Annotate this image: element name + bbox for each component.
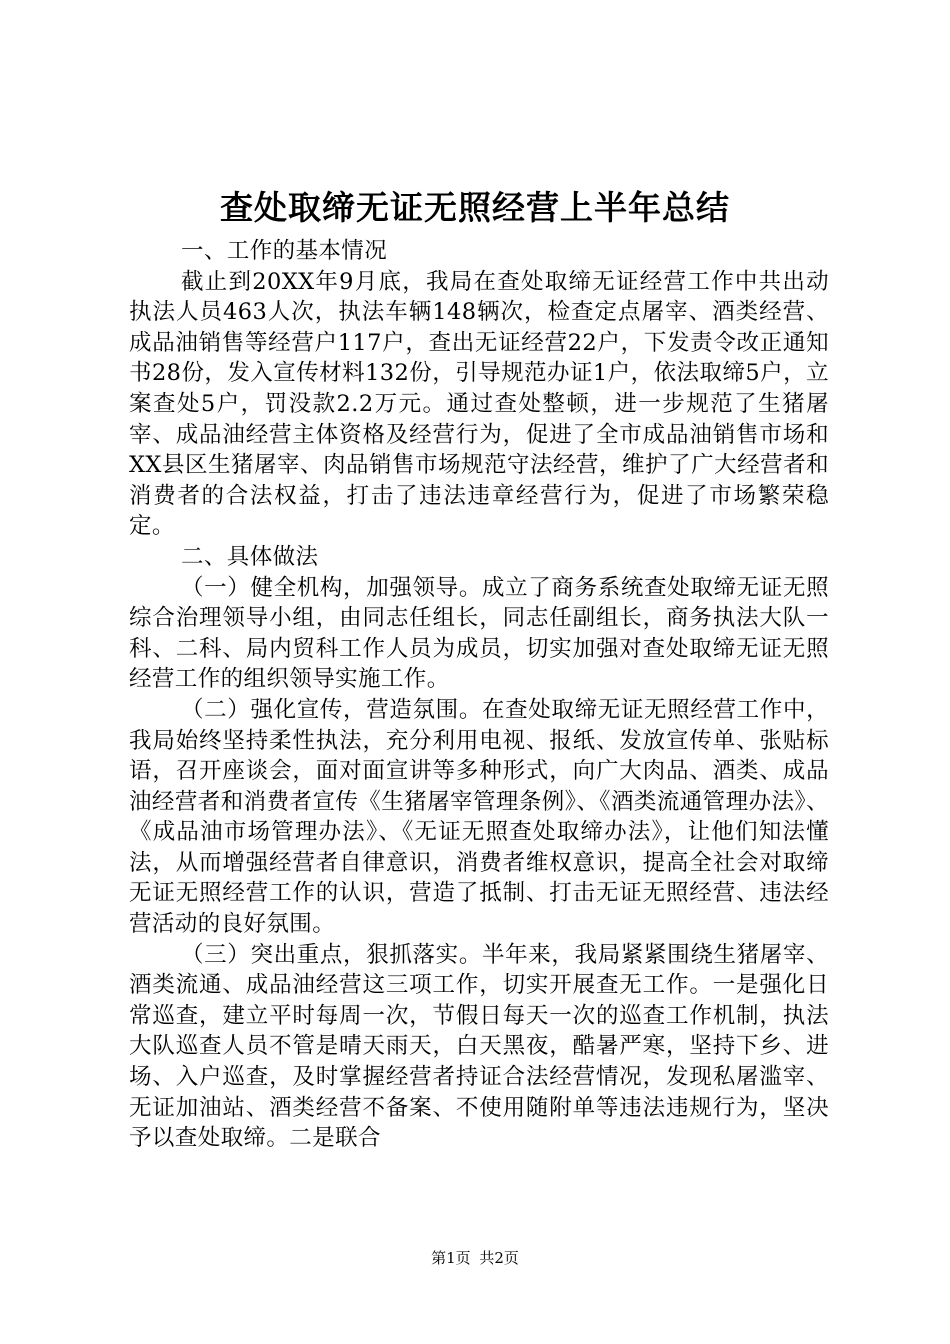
- page-number: 第1页: [431, 1249, 471, 1267]
- section-heading: 二、具体做法: [181, 543, 319, 570]
- document-title: 查处取缔无证无照经营上半年总结: [220, 188, 730, 227]
- body-paragraph: 截止到20XX年9月底，我局在查处取缔无证经营工作中共出动执法人员463人次，执法车辆148辆次，检查定点屠宰、酒类经营、成品油销售等经营户117户，查出无证经营22户，下发责令改正通知书28份，发入宣传材料132份，引导规范办证1户，依法取缔5户，立案查处5户，罚没款2.2万元。通过查处整顿，进一步规范了生猪屠宰、成品油经营主体资格及经营行为，促进了全市成品油销售市场和XX县区生猪屠宰、肉品销售市场规范守法经营，维护了广大经营者和消费者的合法权益，打击了违法违章经营行为，促进了市场繁荣稳定。: [129, 268, 829, 540]
- body-paragraph: （二）强化宣传，营造氛围。在查处取缔无证无照经营工作中，我局始终坚持柔性执法，充分利用电视、报纸、发放宣传单、张贴标语，召开座谈会，面对面宣讲等多种形式，向广大肉品、酒类、成品油经营者和消费者宣传《生猪屠宰管理条例》、《酒类流通管理办法》、《成品油市场管理办法》、《无证无照查处取缔办法》，让他们知法懂法，从而增强经营者自律意识，消费者维权意识，提高全社会对取缔无证无照经营工作的认识，营造了抵制、打击无证无照经营、违法经营活动的良好氛围。: [129, 696, 829, 938]
- page-footer: [0, 1248, 950, 1268]
- body-paragraph: （三）突出重点，狠抓落实。半年来，我局紧紧围绕生猪屠宰、酒类流通、成品油经营这三项工作，切实开展查无工作。一是强化日常巡查，建立平时每周一次，节假日每天一次的巡查工作机制，执法大队巡查人员不管是晴天雨天，白天黑夜，酷暑严寒，坚持下乡、进场、入户巡查，及时掌握经营者持证合法经营情况，发现私屠滥宰、无证加油站、酒类经营不备案、不使用随附单等违法违规行为，坚决予以查处取缔。二是联合: [129, 941, 829, 1152]
- page-total: 共2页: [479, 1249, 519, 1267]
- body-paragraph: （一）健全机构，加强领导。成立了商务系统查处取缔无证无照综合治理领导小组，由同志任组长，同志任副组长，商务执法大队一科、二科、局内贸科工作人员为成员，切实加强对查处取缔无证无照经营工作的组织领导实施工作。: [129, 574, 829, 693]
- section-heading: 一、工作的基本情况: [181, 238, 388, 264]
- document-body: [129, 236, 829, 1154]
